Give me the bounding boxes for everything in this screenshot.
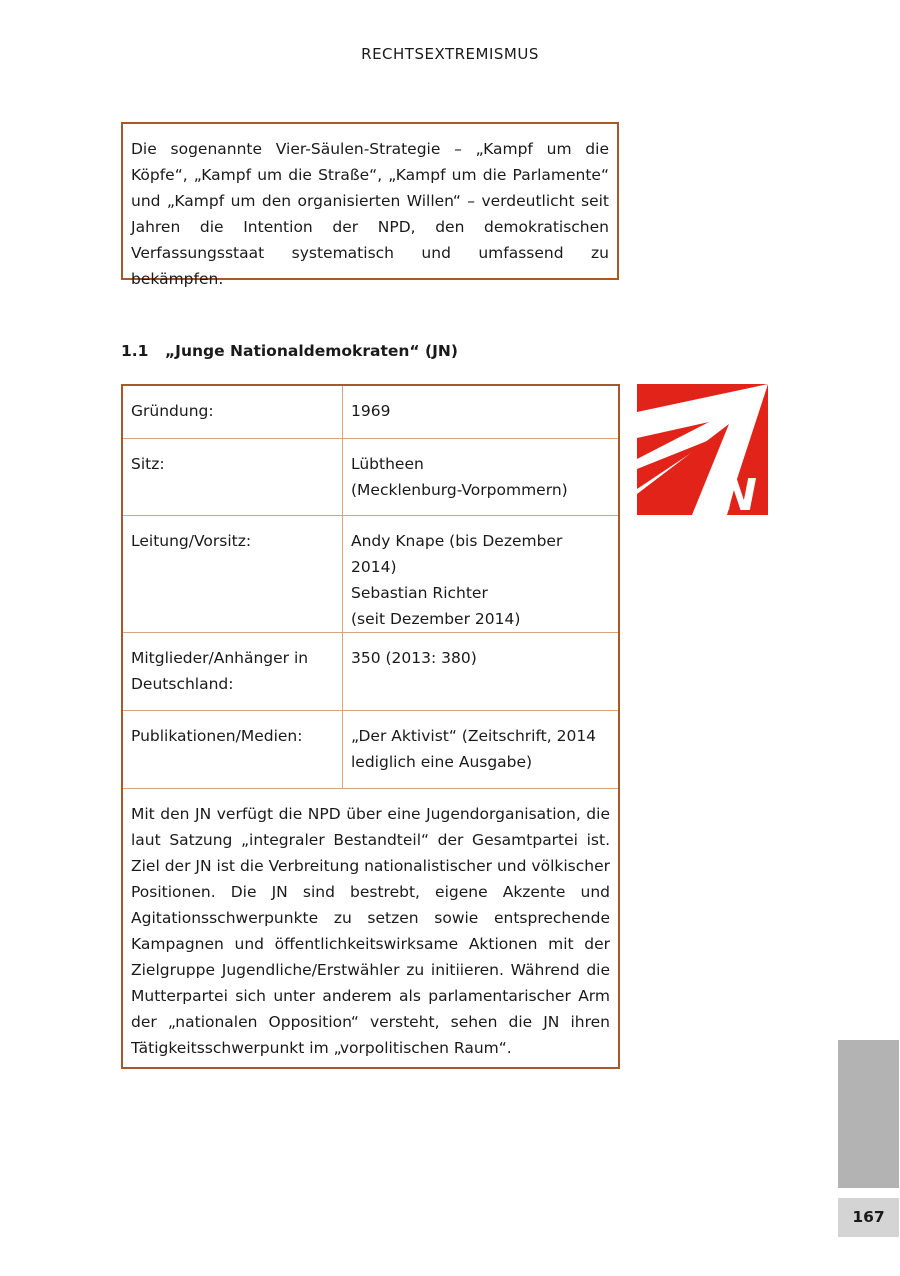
row-value — [343, 633, 620, 711]
info-table — [121, 384, 620, 1069]
row-label: Mitglieder/Anhänger in Deutschland: — [122, 633, 343, 711]
value-line: Andy Knape (bis Dezember 2014) — [351, 532, 563, 576]
chapter-tab — [838, 1040, 899, 1188]
jn-logo — [637, 384, 768, 515]
row-value — [343, 439, 620, 516]
page-number: 167 — [838, 1198, 899, 1237]
jn-logo-image — [637, 384, 768, 515]
svg-text:JN: JN — [703, 470, 757, 515]
intro-text: Die sogenannte Vier-Säulen-Strategie – „Kampf um die Köpfe“, „Kampf um die Straße“, „Kampf um die Parlamente“ und „Kampf um den organisierten Willen“ – verdeutlicht seit Jahren die Intention der NPD, den demokratischen Verfassungsstaat systematisch und umfassend zu bekämpfen. — [131, 140, 609, 288]
table-row — [122, 439, 619, 516]
value-line: 350 (2013: 380) — [351, 649, 477, 667]
row-value — [343, 385, 620, 439]
value-line: „Der Aktivist“ (Zeitschrift, 2014 lediglich eine Ausgabe) — [351, 727, 597, 771]
table-row — [122, 789, 619, 1069]
value-line: Sebastian Richter — [351, 584, 488, 602]
row-value — [343, 516, 620, 633]
row-label: Leitung/Vorsitz: — [122, 516, 343, 633]
table-row — [122, 633, 619, 711]
table-row — [122, 385, 619, 439]
section-title: „Junge Nationaldemokraten“ (JN) — [165, 342, 458, 360]
row-label: Gründung: — [122, 385, 343, 439]
description: Mit den JN verfügt die NPD über eine Jugendorganisation, die laut Satzung „integraler Bestandteil“ der Gesamtpartei ist. Ziel der JN ist die Verbreitung nationalistischer und völkischer Positionen. Die JN sind bestrebt, eigene Akzente und Agitationsschwerpunkte zu setzen sowie entsprechende Kampagnen und öffentlichkeitswirksame Aktionen mit der Zielgruppe Jugendliche/Erstwähler zu initiieren. Während die Mutterpartei sich unter anderem als parlamentarischer Arm der „nationalen Opposition“ versteht, sehen die JN ihren Tätigkeitsschwerpunkt im „vorpolitischen Raum“. — [122, 789, 619, 1069]
table-row — [122, 516, 619, 633]
intro-box — [121, 122, 619, 288]
table-row — [122, 711, 619, 789]
row-value — [343, 711, 620, 789]
value-line: 1969 — [351, 402, 391, 420]
value-line: (Mecklenburg-Vorpommern) — [351, 481, 568, 499]
running-head: RECHTSEXTREMISMUS — [361, 45, 539, 63]
section-number: 1.1 — [121, 342, 149, 360]
value-line: Lübtheen — [351, 455, 424, 473]
section-heading — [121, 342, 458, 360]
row-label: Sitz: — [122, 439, 343, 516]
value-line: (seit Dezember 2014) — [351, 610, 521, 628]
row-label: Publikationen/Medien: — [122, 711, 343, 789]
